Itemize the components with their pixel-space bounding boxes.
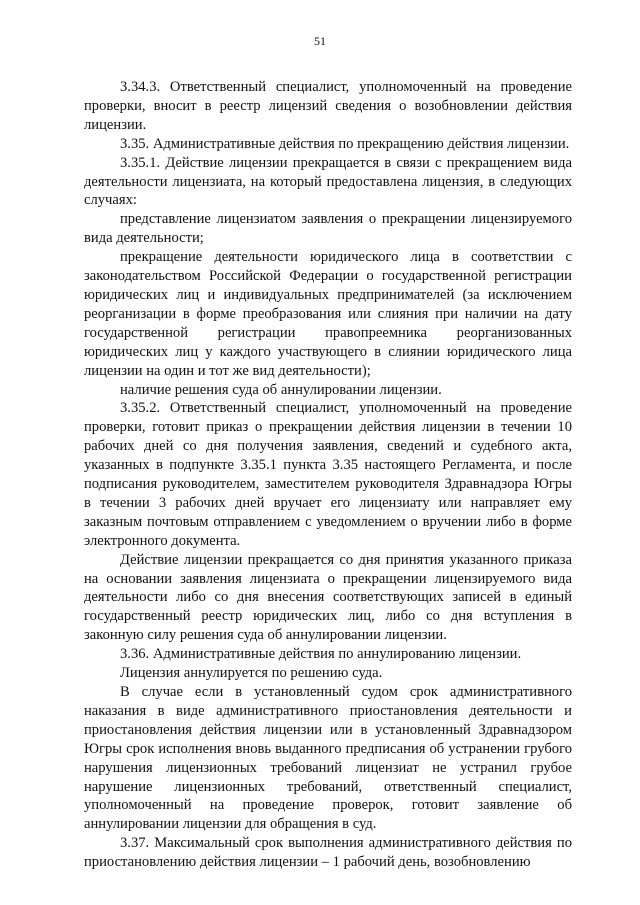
paragraph-annulment-by-court: Лицензия аннулируется по решению суда. — [120, 665, 383, 682]
paragraph-3-37: 3.37. Максимальный срок выполнения административного действия по приостановлению действия лицензии – 1 рабочий день, возобновлению — [84, 835, 572, 871]
page-number: 51 — [314, 34, 326, 48]
document-body — [84, 78, 572, 872]
paragraph-3-35-2: 3.35.2. Ответственный специалист, уполномоченный на проведение проверки, готовит приказ о прекращении действия лицензии в течении 10 рабочих дней со дня получения заявления, сведений и судебного акта, указанных в подпункте 3.35.1 пункта 3.35 настоящего Регламента, и после подписания руководителем, заместителем руководителя Здравнадзора Югры в течении 3 рабочих дней вручает его лицензиату или направляет ему заказным почтовым отправлением с уведомлением о вручении либо в форме электронного документа. — [84, 400, 572, 549]
list-item-application: представление лицензиатом заявления о прекращении лицензируемого вида деятельности; — [84, 211, 572, 247]
paragraph-3-36-heading: 3.36. Административные действия по аннулированию лицензии. — [120, 646, 522, 663]
list-item-court-decision: наличие решения суда об аннулировании лицензии. — [120, 381, 442, 398]
paragraph-termination-effective: Действие лицензии прекращается со дня принятия указанного приказа на основании заявления лицензиата о прекращении лицензируемого вида деятельности либо со дня внесения соответствующих записей в единый государственный реестр юридических лиц, либо со дня вступления в законную силу решения суда об аннулировании лицензии. — [84, 551, 572, 644]
list-item-termination-of-entity: прекращение деятельности юридического лица в соответствии с законодательством Российской Федерации о государственной регистрации юридических лиц и индивидуальных предпринимателей (за исключением реорганизации в форме преобразования или слияния при наличии на дату государственной регистрации правопреемника реорганизованных юридических лиц у каждого участвующего в слиянии юридического лица лицензии на один и тот же вид деятельности); — [84, 249, 572, 379]
paragraph-3-35-1: 3.35.1. Действие лицензии прекращается в связи с прекращением вида деятельности лицензиата, на который предоставлена лицензия, в следующих случаях: — [84, 154, 572, 209]
paragraph-3-34-3: 3.34.3. Ответственный специалист, уполномоченный на проведение проверки, вносит в реестр лицензий сведения о возобновлении действия лицензии. — [84, 79, 572, 133]
paragraph-annulment-conditions: В случае если в установленный судом срок административного наказания в виде административного приостановления деятельности и приостановления действия лицензии или в установленный Здравнадзором Югры срок исполнения вновь выданного предписания об устранении грубого нарушения лицензионных требований лицензиат не устранил грубое нарушение лицензионных требований, ответственный специалист, уполномоченный на проведение проверок, готовит заявление об аннулировании лицензии для обращения в суд. — [84, 684, 572, 833]
paragraph-3-35-heading: 3.35. Административные действия по прекращению действия лицензии. — [120, 135, 570, 152]
